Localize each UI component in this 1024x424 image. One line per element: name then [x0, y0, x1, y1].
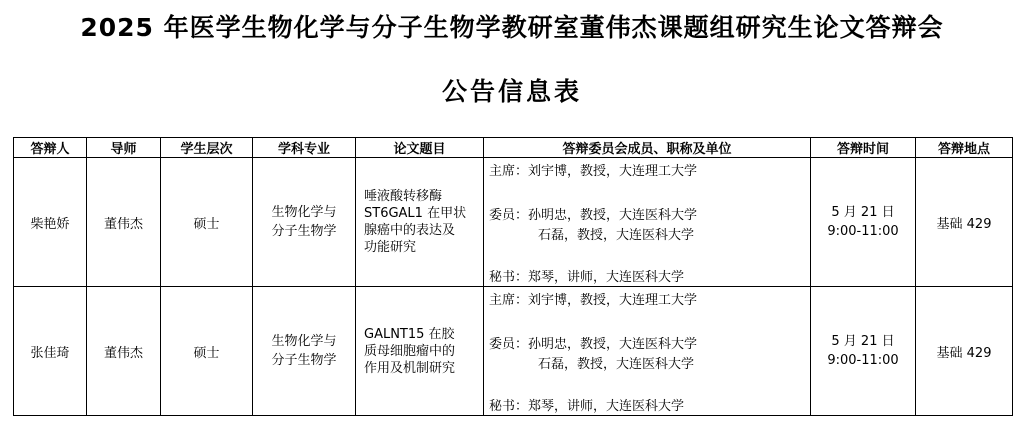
thesis-line: 质母细胞瘤中的 [364, 343, 456, 359]
major-cell [253, 287, 356, 416]
col-header-advisor: 导师 [87, 138, 161, 158]
student-name: 柴艳娇 [14, 158, 87, 287]
major-cell [253, 158, 356, 287]
advisor-name: 董伟杰 [87, 287, 161, 416]
committee-chair: 主席：刘宇博，教授，大连理工大学 [489, 293, 698, 308]
committee-chair: 主席：刘宇博，教授，大连理工大学 [489, 164, 698, 179]
major-line: 分子生物学 [271, 353, 337, 368]
table-row [14, 158, 1013, 287]
thesis-line: 作用及机制研究 [364, 360, 456, 376]
committee-member: 委员：孙明忠，教授，大连医科大学 [489, 337, 698, 352]
student-name: 张佳琦 [14, 287, 87, 416]
table-header-row [14, 138, 1013, 158]
committee-secretary: 秘书：郑琴，讲师，大连医科大学 [489, 399, 685, 414]
col-header-thesis: 论文题目 [356, 138, 484, 158]
committee-member: 石磊，教授，大连医科大学 [538, 357, 695, 372]
col-header-time: 答辩时间 [811, 138, 916, 158]
page-subtitle: 公告信息表 [441, 77, 582, 106]
col-header-major: 学科专业 [253, 138, 356, 158]
thesis-title [356, 287, 484, 416]
thesis-line: GALNT15 在胶 [364, 326, 455, 342]
committee-secretary: 秘书：郑琴，讲师，大连医科大学 [489, 270, 685, 285]
defense-time [811, 158, 916, 287]
col-header-level: 学生层次 [161, 138, 253, 158]
thesis-title [356, 158, 484, 287]
defense-hours: 9:00-11:00 [827, 224, 899, 239]
committee-member: 石磊，教授，大连医科大学 [538, 228, 695, 243]
defense-info-table [13, 137, 1013, 416]
col-header-student: 答辩人 [14, 138, 87, 158]
defense-location: 基础 429 [916, 158, 1013, 287]
thesis-line: ST6GAL1 在甲状 [364, 206, 467, 221]
major-line: 分子生物学 [271, 224, 337, 239]
thesis-line: 功能研究 [364, 240, 417, 255]
col-header-location: 答辩地点 [916, 138, 1013, 158]
committee-cell [484, 287, 811, 416]
major-line: 生物化学与 [271, 334, 337, 349]
committee-member: 委员：孙明忠，教授，大连医科大学 [489, 208, 698, 223]
thesis-line: 腺癌中的表达及 [364, 223, 456, 238]
defense-time [811, 287, 916, 416]
student-level: 硕士 [161, 287, 253, 416]
advisor-name: 董伟杰 [87, 158, 161, 287]
defense-date: 5 月 21 日 [831, 205, 895, 220]
page-title: 2025 年医学生物化学与分子生物学教研室董伟杰课题组研究生论文答辩会 [80, 13, 944, 42]
defense-location: 基础 429 [916, 287, 1013, 416]
major-line: 生物化学与 [271, 205, 337, 220]
defense-hours: 9:00-11:00 [827, 353, 899, 368]
defense-date: 5 月 21 日 [831, 334, 895, 349]
thesis-line: 唾液酸转移酶 [364, 189, 443, 204]
student-level: 硕士 [161, 158, 253, 287]
table-row [14, 287, 1013, 416]
committee-cell [484, 158, 811, 287]
col-header-committee: 答辩委员会成员、职称及单位 [484, 138, 811, 158]
